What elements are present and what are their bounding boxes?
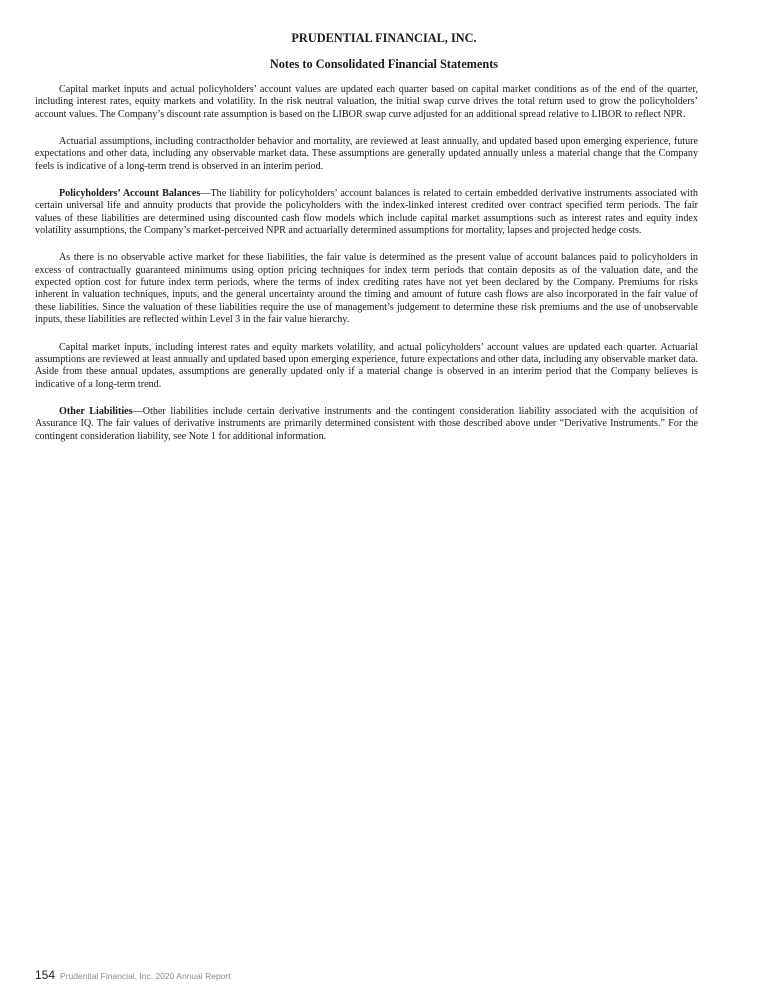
section-heading-other-liabilities: Other Liabilities — [59, 405, 133, 417]
paragraph-text: Capital market inputs, including interest rates and equity markets volatility, and actual policyholders’ account values are updated each quarter. Actuarial assumptions are reviewed at least annually and updated based upon emerging experience, future expectations and other data, including any observable market data. Aside from these annual updates, assumptions are generally updated only if a material change is observed in an interim period that the Company believes is indicative of a long-term trend. — [35, 341, 698, 390]
paragraph-policyholders-account-balances — [35, 188, 698, 237]
section-heading-policyholders-account-balances: Policyholders’ Account Balances — [59, 188, 201, 200]
paragraph-text: —Other liabilities include certain derivative instruments and the contingent consideration liability associated with the acquisition of Assurance IQ. The fair values of derivative instruments are primarily determined consistent with those described above under “Derivative Instruments.” For the contingent consideration liability, see Note 1 for additional information. — [35, 405, 698, 442]
paragraph-other-liabilities — [35, 406, 698, 443]
paragraph-actuarial-assumptions — [35, 136, 698, 173]
paragraph-text: As there is no observable active market for these liabilities, the fair value is determined as the present value of account balances paid to policyholders in excess of contractually guaranteed minimums using option pricing techniques for index term periods that contain deposits as of the valuation date, and the expected option cost for future index term periods, where the terms of index crediting rates have not yet been declared by the Company. Premiums for risks inherent in valuation techniques, inputs, and the general uncertainty around the timing and amount of future cash flows are also incorporated in the fair value of these liabilities. Since the valuation of these liabilities require the use of management’s judgement to determine these risk premiums and the use of unobservable inputs, these liabilities are reflected within Level 3 in the fair value hierarchy. — [35, 252, 698, 326]
report-name: Prudential Financial, Inc. 2020 Annual Report — [60, 971, 231, 981]
paragraph-capital-market-updates — [35, 342, 698, 391]
paragraph-text: Capital market inputs and actual policyholders’ account values are updated each quarter based on capital market conditions as of the end of the quarter, including interest rates, equity markets and volatility. In the risk neutral valuation, the initial swap curve drives the total return used to grow the policyholders’ account values. The Company’s discount rate assumption is based on the LIBOR swap curve adjusted for an additional spread relative to LIBOR to reflect NPR. — [35, 84, 698, 120]
page-header — [0, 30, 768, 72]
document-body — [35, 84, 698, 458]
page-number: 154 — [35, 968, 56, 982]
paragraph-text: —The liability for policyholders’ account balances is related to certain embedded derivative instruments associated with certain universal life and annuity products that provide the policyholders with the index-linked interest credited over contract specified term periods. The fair values of these liabilities are determined using discounted cash flow models which include capital market assumptions such as interest rates and equity index volatility assumptions, the Company’s market-perceived NPR and actuarially determined assumptions for mortality, lapses and projected hedge costs. — [35, 188, 698, 237]
company-name: PRUDENTIAL FINANCIAL, INC. — [291, 31, 477, 45]
paragraph-fair-value-determination — [35, 252, 698, 326]
paragraph-text: Actuarial assumptions, including contractholder behavior and mortality, are reviewed at least annually, and updated based upon emerging experience, future expectations and other data, including any observable market data. These assumptions are generally updated annually unless a material change that the Company feels is indicative of a long-term trend is observed in an interim period. — [35, 136, 698, 172]
paragraph-capital-market-inputs — [35, 84, 698, 121]
page-title: Notes to Consolidated Financial Statements — [269, 57, 499, 71]
page-footer — [35, 966, 231, 984]
